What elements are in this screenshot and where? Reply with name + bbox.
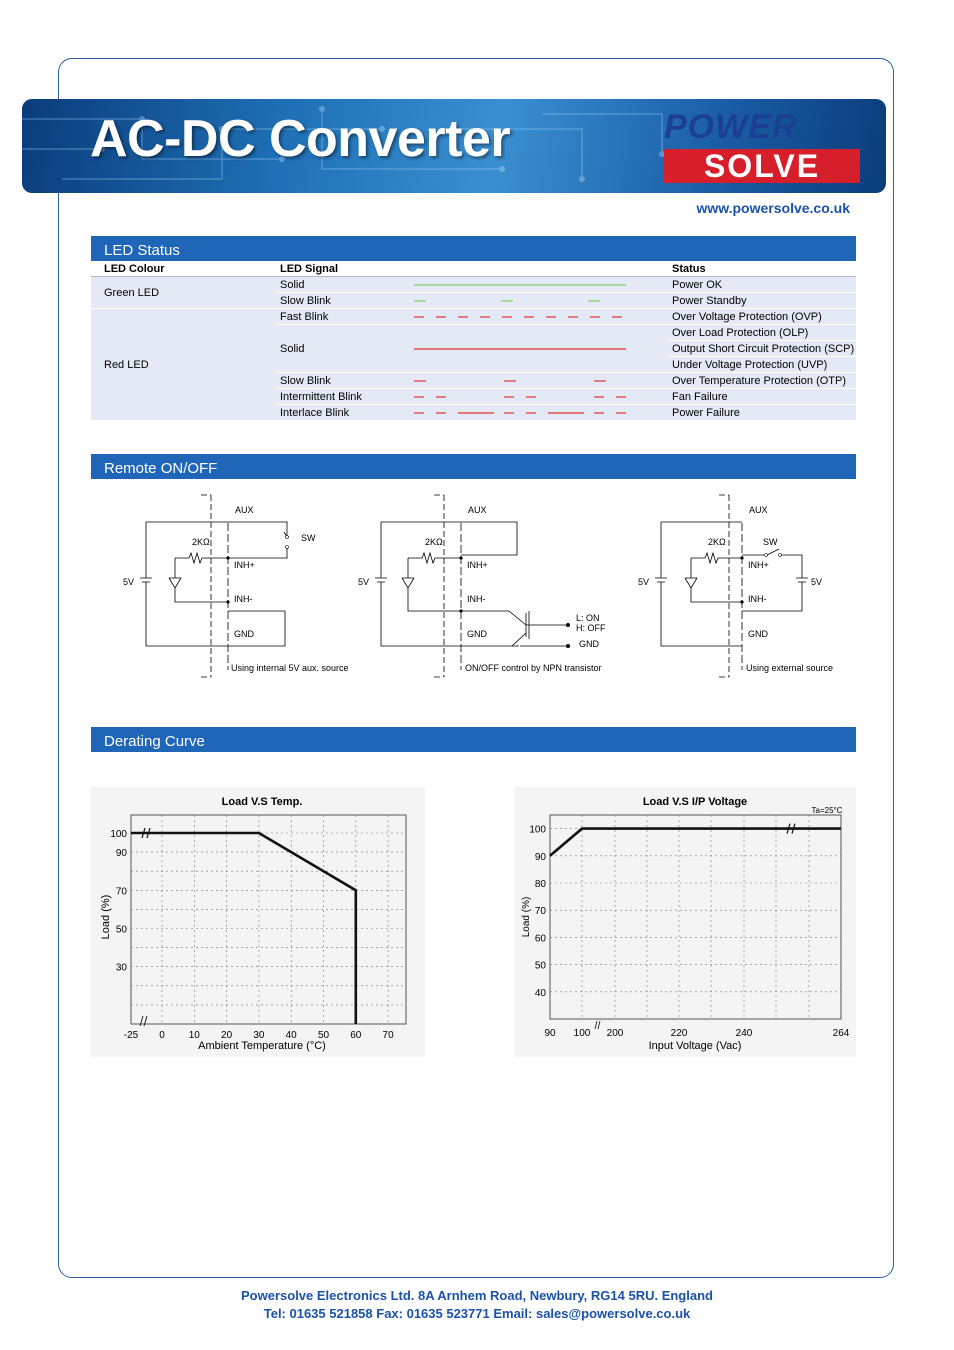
footer-address: Powersolve Electronics Ltd. 8A Arnhem Road, Newbury, RG14 5RU. England bbox=[241, 1288, 713, 1303]
led-signal: Fast Blink bbox=[276, 309, 406, 325]
header-led-signal: LED Signal bbox=[276, 261, 406, 277]
x-tick-label: 60 bbox=[350, 1030, 362, 1041]
remote-on-off-circuits bbox=[91, 487, 856, 687]
signal-solid-red bbox=[414, 347, 626, 351]
chart-load-vs-voltage bbox=[515, 787, 856, 1057]
led-status: Under Voltage Protection (UVP) bbox=[668, 357, 856, 373]
footer-contact: Tel: 01635 521858 Fax: 01635 523771 Email: sales@powersolve.co.uk bbox=[263, 1306, 691, 1321]
signal-interlace-blink-red bbox=[414, 411, 626, 415]
signal-fast-blink-red bbox=[414, 315, 626, 319]
y-tick-label: 80 bbox=[534, 879, 546, 890]
label-inh-plus: INH+ bbox=[467, 560, 488, 570]
x-tick-label: 40 bbox=[285, 1030, 297, 1041]
label-low-on: L: ON bbox=[576, 613, 600, 623]
caption-npn-transistor: ON/OFF control by NPN transistor bbox=[465, 663, 602, 673]
label-inh-minus: INH- bbox=[467, 594, 486, 604]
y-tick-label: 50 bbox=[115, 924, 127, 936]
led-colour-red: Red LED bbox=[91, 309, 276, 421]
chart-load-vs-temp bbox=[91, 787, 425, 1057]
label-aux: AUX bbox=[749, 505, 768, 515]
derating-line-voltage bbox=[550, 829, 841, 856]
label-5v: 5V bbox=[358, 577, 370, 587]
table-row bbox=[91, 309, 856, 325]
led-status: Power OK bbox=[668, 277, 856, 293]
y-tick-label: 50 bbox=[534, 960, 546, 972]
x-tick-label: 90 bbox=[544, 1028, 556, 1039]
table-header-row bbox=[91, 261, 856, 277]
x-axis-label: Input Voltage (Vac) bbox=[648, 1040, 742, 1052]
led-status: Over Voltage Protection (OVP) bbox=[668, 309, 856, 325]
x-tick-label: -25 bbox=[123, 1030, 139, 1041]
x-tick-label: 100 bbox=[573, 1028, 591, 1039]
chart-load-vs-voltage-svg bbox=[515, 787, 856, 1057]
label-5v: 5V bbox=[123, 577, 135, 587]
x-tick-label: 200 bbox=[606, 1028, 624, 1039]
section-remote-on-off: Remote ON/OFF bbox=[91, 454, 856, 479]
signal-solid-green bbox=[414, 283, 626, 287]
label-gnd: GND bbox=[748, 629, 768, 639]
x-tick-label: 264 bbox=[832, 1028, 850, 1039]
caption-internal-source: Using internal 5V aux. source bbox=[231, 663, 349, 673]
label-5v: 5V bbox=[638, 577, 650, 587]
chart-title: Load V.S Temp. bbox=[221, 796, 303, 808]
y-tick-label: 40 bbox=[534, 987, 546, 999]
label-aux: AUX bbox=[235, 505, 254, 515]
x-tick-label: 20 bbox=[221, 1030, 233, 1041]
x-tick-label: 10 bbox=[188, 1030, 200, 1041]
logo-power-text: POWER bbox=[664, 108, 798, 146]
label-inh-minus: INH- bbox=[234, 594, 253, 604]
led-signal: Interlace Blink bbox=[276, 405, 406, 421]
header-led-colour: LED Colour bbox=[91, 261, 276, 277]
label-inh-plus: INH+ bbox=[234, 560, 255, 570]
chart-annotation: Ta=25°C bbox=[811, 806, 843, 815]
circuit-npn-transistor bbox=[358, 495, 606, 677]
y-tick-label: 90 bbox=[115, 848, 127, 860]
y-tick-label: 70 bbox=[534, 906, 546, 918]
y-tick-label: 30 bbox=[115, 962, 127, 974]
label-high-off: H: OFF bbox=[576, 623, 606, 633]
label-resistor: 2KΩ bbox=[708, 537, 726, 547]
powersolve-logo bbox=[664, 109, 860, 185]
label-inh-minus: INH- bbox=[748, 594, 767, 604]
y-tick-label: 90 bbox=[534, 851, 546, 863]
label-resistor: 2KΩ bbox=[192, 537, 210, 547]
page-title: AC-DC Converter bbox=[90, 110, 511, 168]
y-tick-label: 100 bbox=[529, 824, 546, 836]
y-axis-label: Load (%) bbox=[100, 894, 112, 940]
led-signal: Slow Blink bbox=[276, 373, 406, 389]
table-row bbox=[91, 277, 856, 293]
led-status: Output Short Circuit Protection (SCP) bbox=[668, 341, 856, 357]
header-banner bbox=[22, 99, 886, 193]
led-signal: Slow Blink bbox=[276, 293, 406, 309]
led-status: Over Load Protection (OLP) bbox=[668, 325, 856, 341]
label-inh-plus: INH+ bbox=[748, 560, 769, 570]
led-status: Fan Failure bbox=[668, 389, 856, 405]
led-status: Over Temperature Protection (OTP) bbox=[668, 373, 856, 389]
label-aux: AUX bbox=[468, 505, 487, 515]
y-tick-label: 100 bbox=[110, 829, 127, 840]
circuit-internal-source bbox=[123, 495, 349, 677]
x-tick-label: 50 bbox=[317, 1030, 330, 1041]
x-tick-label: 70 bbox=[382, 1030, 394, 1041]
label-resistor: 2KΩ bbox=[425, 537, 443, 547]
y-axis-label: Load (%) bbox=[521, 896, 532, 938]
led-signal: Solid bbox=[276, 277, 406, 293]
circuit-external-source bbox=[638, 495, 833, 677]
chart-title: Load V.S I/P Voltage bbox=[642, 796, 748, 808]
led-status: Power Standby bbox=[668, 293, 856, 309]
website-link[interactable]: www.powersolve.co.uk bbox=[696, 200, 850, 216]
x-tick-label: 220 bbox=[670, 1028, 688, 1039]
x-tick-label: 30 bbox=[253, 1030, 265, 1041]
label-switch: SW bbox=[301, 533, 316, 543]
caption-external-source: Using external source bbox=[746, 663, 834, 673]
led-colour-green: Green LED bbox=[91, 277, 276, 309]
y-tick-label: 60 bbox=[534, 933, 546, 945]
y-tick-label: 70 bbox=[115, 886, 127, 898]
label-5v-external: 5V bbox=[811, 577, 823, 587]
label-gnd: GND bbox=[467, 629, 487, 639]
axis-break-x bbox=[595, 1021, 600, 1029]
plot-area bbox=[131, 815, 406, 1024]
label-gnd-transistor: GND bbox=[579, 639, 599, 649]
chart-load-vs-temp-svg bbox=[91, 787, 425, 1057]
logo-solve-text: SOLVE bbox=[664, 149, 860, 183]
header-status: Status bbox=[668, 261, 856, 277]
section-led-status: LED Status bbox=[91, 236, 856, 261]
led-signal: Intermittent Blink bbox=[276, 389, 406, 405]
signal-slow-blink-red bbox=[414, 379, 626, 383]
x-tick-label: 0 bbox=[159, 1030, 165, 1041]
x-axis-label: Ambient Temperature (°C) bbox=[198, 1040, 326, 1052]
signal-slow-blink-green bbox=[414, 299, 626, 303]
plot-area bbox=[550, 815, 841, 1019]
signal-intermittent-blink-red bbox=[414, 395, 626, 399]
x-tick-label: 240 bbox=[735, 1028, 753, 1039]
led-status-table bbox=[91, 261, 856, 421]
label-gnd: GND bbox=[234, 629, 254, 639]
led-signal: Solid bbox=[276, 325, 406, 373]
led-status: Power Failure bbox=[668, 405, 856, 421]
section-derating-curve: Derating Curve bbox=[91, 727, 856, 752]
label-switch: SW bbox=[763, 537, 778, 547]
